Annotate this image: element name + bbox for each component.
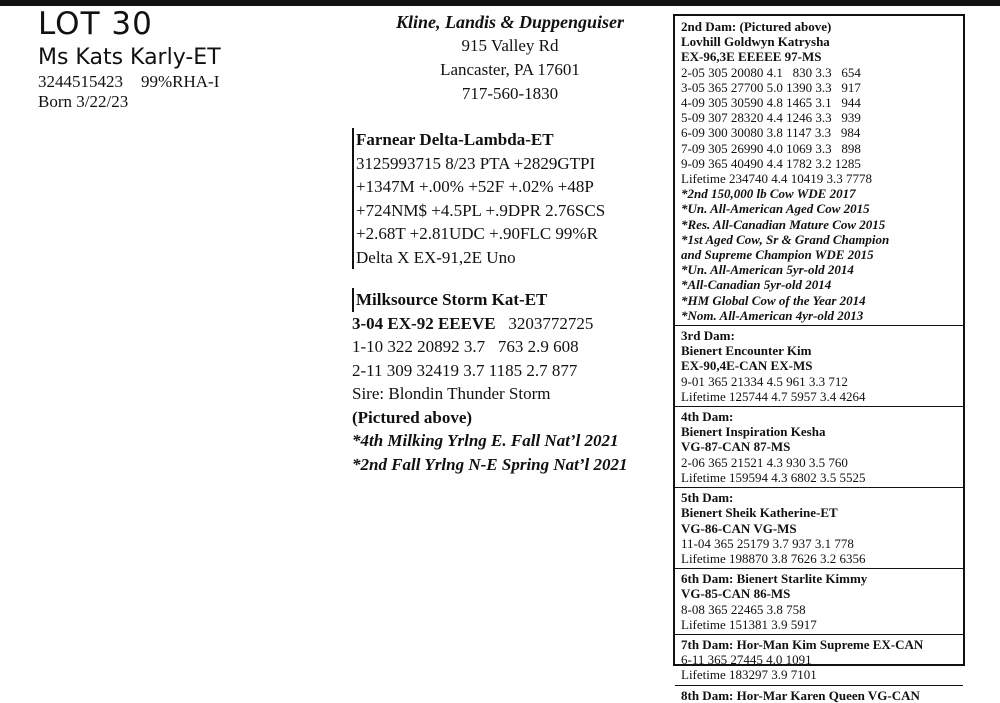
sire-line: Delta X EX-91,2E Uno <box>356 247 516 267</box>
achievement: *Un. All-American 5yr-old 2014 <box>681 262 854 278</box>
fifth-dam-name: Bienert Sheik Katherine-ET <box>681 505 838 521</box>
breeder-block <box>360 10 660 106</box>
dam-record: 2-11 309 32419 3.7 1185 2.7 877 <box>352 360 578 380</box>
breeder-name: Kline, Landis & Duppenguiser <box>395 12 625 32</box>
third-dam-classification: EX-90,4E-CAN EX-MS <box>681 358 813 374</box>
breeder-city: Lancaster, PA 17601 <box>440 60 580 79</box>
seventh-dam <box>675 634 963 683</box>
production-record: 6-11 365 27445 4.0 1091 <box>681 652 812 668</box>
production-record: 2-05 305 20080 4.1 830 3.3 654 <box>681 64 861 80</box>
sixth-dam <box>675 568 963 632</box>
dam-registration-number: 3203772725 <box>508 313 594 333</box>
dam-award: *2nd Fall Yrlng N-E Spring Nat’l 2021 <box>352 454 628 474</box>
production-record: 2-06 365 21521 4.3 930 3.5 760 <box>681 454 848 470</box>
fourth-dam-classification: VG-87-CAN 87-MS <box>681 439 791 455</box>
dam-record: 1-10 322 20892 3.7 763 2.9 608 <box>352 337 579 356</box>
animal-name: Ms Kats Karly-ET <box>38 45 221 70</box>
fourth-dam-name: Bienert Inspiration Kesha <box>681 424 826 440</box>
pedigree-box <box>673 14 965 703</box>
dam-pictured-note: (Pictured above) <box>352 407 473 427</box>
achievement: *HM Global Cow of the Year 2014 <box>681 292 866 308</box>
fifth-dam-heading: 5th Dam: <box>681 490 734 506</box>
dam-block <box>352 288 672 476</box>
fifth-dam <box>675 487 963 566</box>
sire-block <box>352 128 668 269</box>
dam-name: Milksource Storm Kat-ET <box>356 290 548 309</box>
registration-number: 3244515423 <box>38 72 123 91</box>
production-record: 9-01 365 21334 4.5 961 3.3 712 <box>681 373 848 389</box>
lifetime-record: Lifetime 234740 4.4 10419 3.3 7778 <box>681 171 873 187</box>
rha-percent: 99%RHA-I <box>141 72 220 91</box>
lot-number: LOT 30 <box>38 6 153 42</box>
breeder-street: 915 Valley Rd <box>461 36 559 55</box>
sire-name: Farnear Delta-Lambda-ET <box>356 130 554 149</box>
achievement: *1st Aged Cow, Sr & Grand Champion <box>681 231 890 247</box>
production-record: 9-09 365 40490 4.4 1782 3.2 1285 <box>681 155 861 171</box>
production-record: 6-09 300 30080 3.8 1147 3.3 984 <box>681 125 861 141</box>
sire-line: +2.68T +2.81UDC +.90FLC 99%R <box>356 224 598 243</box>
lifetime-record: Lifetime 183297 3.9 7101 <box>681 667 817 683</box>
sire-line: +724NM$ +4.5PL +.9DPR 2.76SCS <box>356 200 606 220</box>
lifetime-record: Lifetime 198870 3.8 7626 3.2 6356 <box>681 550 866 566</box>
achievement: *All-Canadian 5yr-old 2014 <box>681 277 832 293</box>
seventh-dam-heading: 7th Dam: Hor-Man Kim Supreme EX-CAN <box>681 636 924 652</box>
dam-classification: 3-04 EX-92 EEEVE <box>352 313 496 333</box>
achievement: *Un. All-American Aged Cow 2015 <box>681 201 870 217</box>
sire-line: 3125993715 8/23 PTA +2829GTPI <box>356 153 596 173</box>
achievement: and Supreme Champion WDE 2015 <box>681 247 874 263</box>
sixth-dam-classification: VG-85-CAN 86-MS <box>681 586 791 602</box>
fourth-dam-heading: 4th Dam: <box>681 409 734 425</box>
fourth-dam <box>675 406 963 485</box>
fifth-dam-classification: VG-86-CAN VG-MS <box>681 520 797 536</box>
sire-line: +1347M +.00% +52F +.02% +48P <box>356 177 594 196</box>
production-record: 8-08 365 22465 3.8 758 <box>681 601 806 617</box>
lot-header <box>38 6 221 112</box>
dam-sire: Sire: Blondin Thunder Storm <box>352 384 551 403</box>
second-dam <box>675 19 963 323</box>
breeder-phone: 717-560-1830 <box>461 84 559 103</box>
achievement: *Res. All-Canadian Mature Cow 2015 <box>681 216 886 232</box>
lifetime-record: Lifetime 151381 3.9 5917 <box>681 616 817 632</box>
registration-line <box>38 72 221 92</box>
lifetime-record: Lifetime 125744 4.7 5957 3.4 4264 <box>681 388 866 404</box>
eighth-dam <box>675 685 963 703</box>
third-dam-heading: 3rd Dam: <box>681 328 735 344</box>
third-dam-name: Bienert Encounter Kim <box>681 343 812 359</box>
achievement: *2nd 150,000 lb Cow WDE 2017 <box>681 186 856 202</box>
lifetime-record: Lifetime 159594 4.3 6802 3.5 5525 <box>681 469 866 485</box>
dam-award: *4th Milking Yrlng E. Fall Nat’l 2021 <box>352 431 619 450</box>
production-record: 4-09 305 30590 4.8 1465 3.1 944 <box>681 95 861 111</box>
achievement: *Nom. All-American 4yr-old 2013 <box>681 307 864 323</box>
sixth-dam-heading: 6th Dam: Bienert Starlite Kimmy <box>681 571 868 587</box>
third-dam <box>675 325 963 404</box>
production-record: 5-09 307 28320 4.4 1246 3.3 939 <box>681 110 861 126</box>
production-record: 3-05 365 27700 5.0 1390 3.3 917 <box>681 79 861 95</box>
second-dam-classification: EX-96,3E EEEEE 97-MS <box>681 49 822 65</box>
production-record: 7-09 305 26990 4.0 1069 3.3 898 <box>681 140 861 156</box>
eighth-dam-heading: 8th Dam: Hor-Mar Karen Queen VG-CAN <box>681 687 920 703</box>
birth-date: Born 3/22/23 <box>38 92 129 111</box>
dam-classification-line <box>352 312 672 336</box>
second-dam-heading: 2nd Dam: (Pictured above) <box>681 19 832 34</box>
production-record: 11-04 365 25179 3.7 937 3.1 778 <box>681 535 854 551</box>
second-dam-name: Lovhill Goldwyn Katrysha <box>681 34 830 50</box>
